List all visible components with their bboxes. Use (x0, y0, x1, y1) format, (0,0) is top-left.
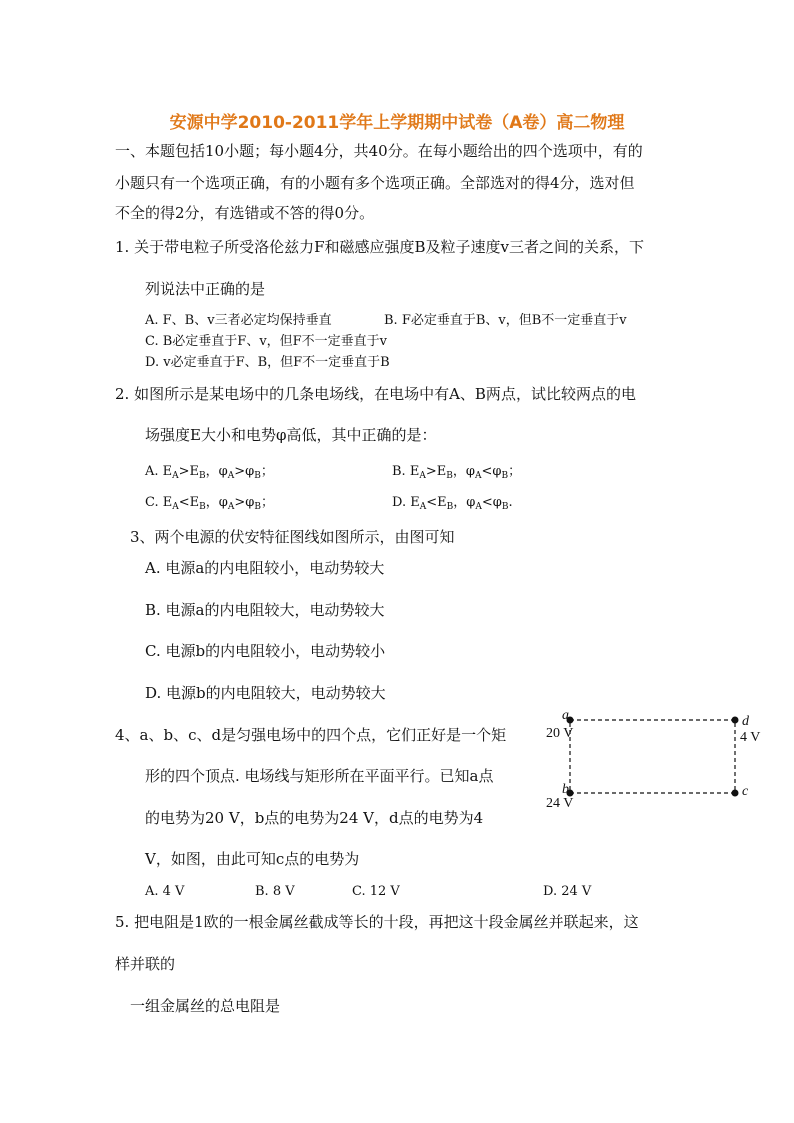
question-5-stem: 一组金属丝的总电阻是 (130, 997, 281, 1015)
question-4-option-c: C. 12 V (352, 884, 400, 899)
question-2-option-a: A. $E_A>E_B$，$\varphi_A>\varphi_B$； (145, 464, 274, 481)
point-d (732, 717, 739, 724)
question-3-option-c: C. 电源b的内电阻较小，电动势较小 (145, 642, 386, 660)
question-1-option-d: D. v必定垂直于F、B，但F不一定垂直于B (145, 355, 390, 370)
potential-d: 4 V (740, 730, 761, 745)
question-3-option-b: B. 电源a的内电阻较大，电动势较大 (145, 601, 385, 619)
question-3-stem: 3、两个电源的伏安特征图线如图所示，由图可知 (130, 528, 455, 546)
label-d: d (742, 714, 749, 729)
question-1-stem: 列说法中正确的是 (145, 280, 266, 298)
point-c (732, 790, 739, 797)
question-2-option-d: D. $E_A<E_B$，$\varphi_A<\varphi_B$. (392, 495, 513, 512)
question-2-option-b: B. $E_A>E_B$，$\varphi_A<\varphi_B$； (392, 464, 522, 481)
question-1-option-c: C. B必定垂直于F、v，但F不一定垂直于v (145, 334, 388, 349)
potential-b: 24 V (546, 796, 574, 811)
rectangle-outline (570, 720, 735, 793)
question-1-option-a: A. F、B、v三者必定均保持垂直 (145, 313, 332, 328)
question-5-stem: 5. 把电阻是1欧的一根金属丝截成等长的十段，再把这十段金属丝并联起来，这 (115, 913, 639, 931)
question-1-stem: 1. 关于带电粒子所受洛伦兹力F和磁感应强度B及粒子速度v三者之间的关系，下 (115, 238, 644, 256)
page-title: 安源中学2010-2011学年上学期期中试卷（A卷）高二物理 (169, 113, 625, 133)
label-b: b (562, 782, 569, 797)
question-2-stem: 2. 如图所示是某电场中的几条电场线，在电场中有A、B两点，试比较两点的电 (115, 385, 636, 403)
question-5-stem: 样并联的 (115, 955, 176, 973)
question-4-stem: 4、a、b、c、d是匀强电场中的四个点，它们正好是一个矩 (115, 726, 507, 744)
question-3-option-a: A. 电源a的内电阻较小，电动势较大 (145, 559, 385, 577)
question-2-option-c: C. $E_A<E_B$，$\varphi_A>\varphi_B$； (145, 495, 275, 512)
section-instruction-line: 小题只有一个选项正确，有的小题有多个选项正确。全部选对的得4分，选对但 (115, 174, 635, 192)
question-4-stem: 的电势为20 V，b点的电势为24 V，d点的电势为4 (145, 809, 484, 827)
question-1-option-b: B. F必定垂直于B、v，但B不一定垂直于v (384, 313, 627, 328)
question-4-option-d: D. 24 V (543, 884, 592, 899)
question-2-stem: 场强度E大小和电势φ高低，其中正确的是： (145, 426, 437, 444)
question-4-stem: V，如图，由此可知c点的电势为 (145, 850, 360, 868)
question-4-option-b: B. 8 V (255, 884, 295, 899)
section-instruction-line: 一、本题包括10小题；每小题4分，共40分。在每小题给出的四个选项中，有的 (115, 142, 643, 160)
potential-a: 20 V (546, 726, 574, 741)
question-4-option-a: A. 4 V (145, 884, 185, 899)
question-4-stem: 形的四个顶点. 电场线与矩形所在平面平行。已知a点 (145, 767, 494, 785)
label-c: c (742, 784, 749, 799)
section-instruction-line: 不全的得2分，有选错或不答的得0分。 (115, 204, 375, 222)
label-a: a (562, 708, 569, 723)
question-3-option-d: D. 电源b的内电阻较大，电动势较大 (145, 684, 386, 702)
